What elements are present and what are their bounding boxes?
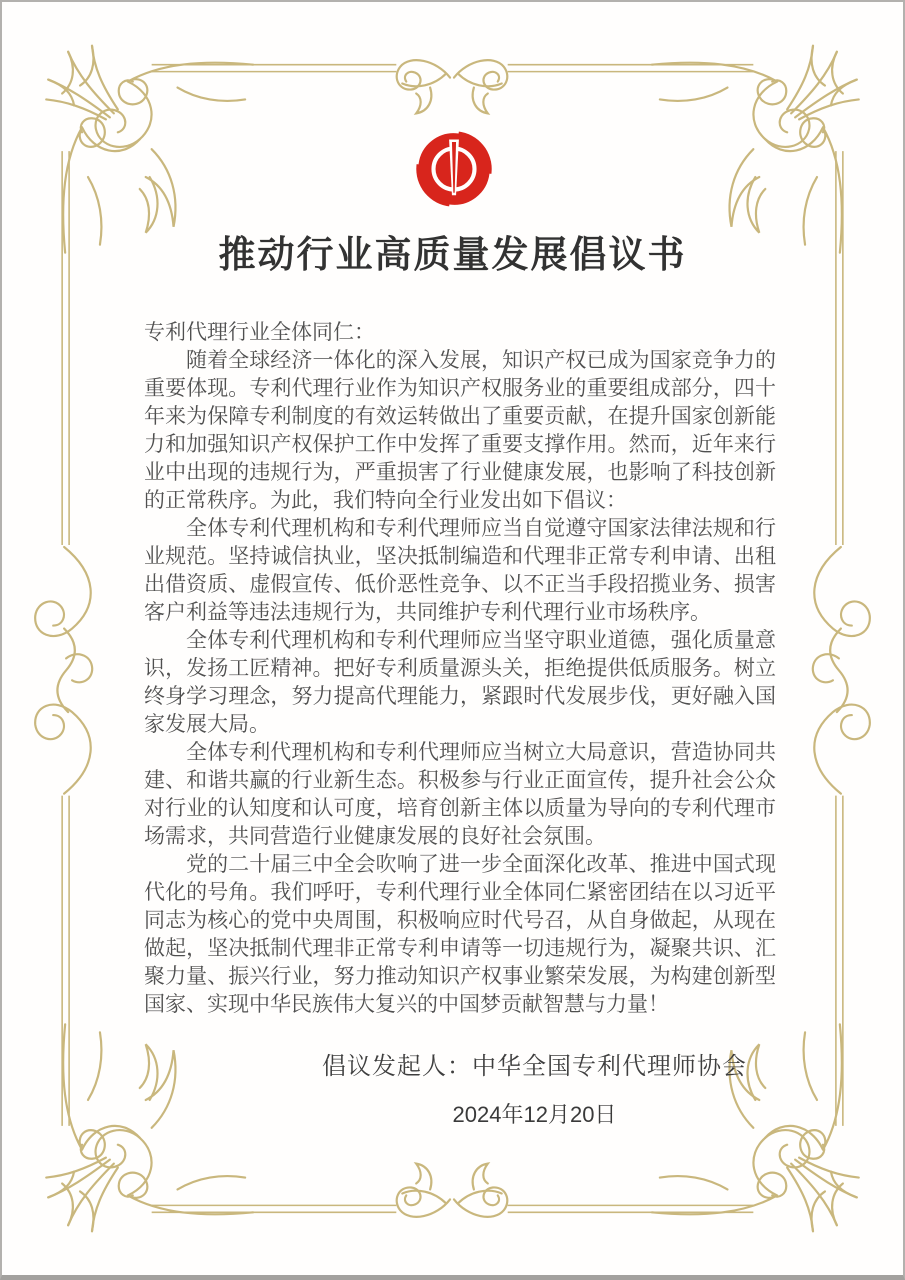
body-paragraph: 全体专利代理机构和专利代理师应当坚守职业道德，强化质量意识，发扬工匠精神。把好专利质量源头关，拒绝提供低质服务。树立终身学习理念，努力提高代理能力，紧跟时代发展步伐，更好融入国家发展大局。 <box>144 628 776 736</box>
body-paragraph: 随着全球经济一体化的深入发展，知识产权已成为国家竞争力的重要体现。专利代理行业作为知识产权服务业的重要组成部分，四十年来为保障专利制度的有效运转做出了重要贡献，在提升国家创新能力和加强知识产权保护工作中发挥了重要支撑作用。然而，近年来行业中出现的违规行为，严重损害了行业健康发展，也影响了科技创新的正常秩序。为此，我们特向全行业发出如下倡议： <box>144 348 776 512</box>
body-paragraph: 全体专利代理机构和专利代理师应当树立大局意识，营造协同共建、和谐共赢的行业新生态。积极参与行业正面宣传，提升社会公众对行业的认知度和认可度，培育创新主体以质量为导向的专利代理市场需求，共同营造行业健康发展的良好社会氛围。 <box>144 740 776 848</box>
signature-initiator: 倡议发起人：中华全国专利代理师协会 <box>322 1054 747 1080</box>
body-paragraph: 党的二十届三中全会吹响了进一步全面深化改革、推进中国式现代化的号角。我们呼吁，专利代理行业全体同仁紧密团结在以习近平同志为核心的党中央周围，积极响应时代号召，从自身做起，从现在做起，坚决抵制代理非正常专利申请等一切违规行为，凝聚共识、汇聚力量、振兴行业，努力推动知识产权事业繁荣发展，为构建创新型国家、实现中华民族伟大复兴的中国梦贡献智慧与力量！ <box>144 852 776 1016</box>
body-paragraph: 全体专利代理机构和专利代理师应当自觉遵守国家法律法规和行业规范。坚持诚信执业，坚决抵制编造和代理非正常专利申请、出租出借资质、虚假宣传、低价恶性竞争、以不正当手段招揽业务、损害客户利益等违法违规行为，共同维护专利代理行业市场秩序。 <box>144 516 776 624</box>
association-logo-icon <box>413 128 495 210</box>
salutation: 专利代理行业全体同仁： <box>144 320 375 344</box>
body-text <box>144 318 776 1018</box>
signature-block <box>322 1046 747 1129</box>
page-title: 推动行业高质量发展倡议书 <box>218 235 687 276</box>
signature-date: 2024年12月20日 <box>452 1102 617 1127</box>
document-content <box>2 2 903 1275</box>
